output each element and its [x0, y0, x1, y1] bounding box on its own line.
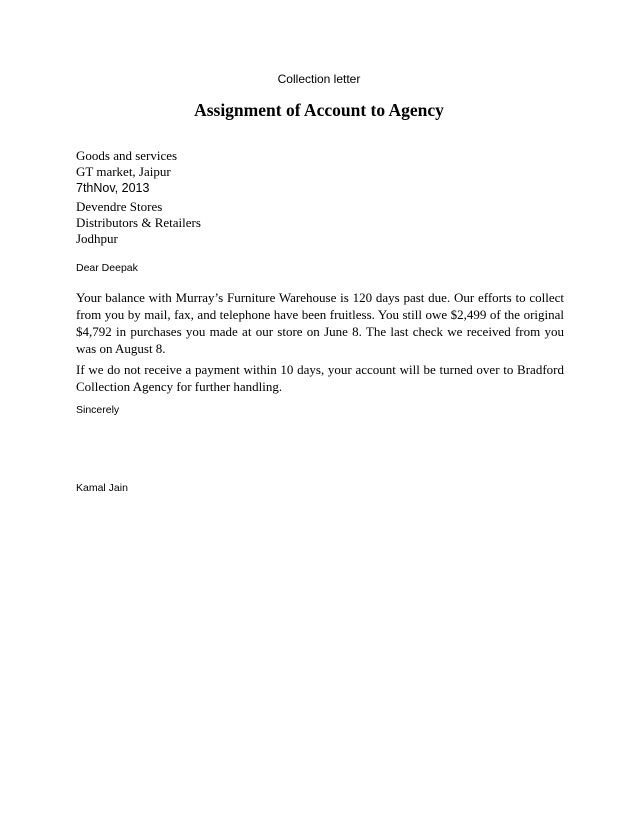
- body-paragraph: Your balance with Murray’s Furniture Warehouse is 120 days past due. Our efforts to collect from you by mail, fax, and telephone have been fruitless. You still owe $2,499 of the original $4,792 in purchases you made at our store on June 8. The last check we received from you was on August 8.: [76, 290, 564, 356]
- sender-name: Goods and services: [76, 148, 178, 163]
- signature-name: Kamal Jain: [76, 482, 128, 494]
- body-paragraph: If we do not receive a payment within 10 days, your account will be turned over to Bradford Collection Agency for further handling.: [76, 362, 564, 394]
- sender-address: [76, 148, 564, 196]
- document-title: Assignment of Account to Agency: [194, 100, 444, 120]
- recipient-address: [76, 199, 564, 247]
- recipient-description: Distributors & Retailers: [76, 215, 201, 230]
- closing: Sincerely: [76, 404, 120, 416]
- letter-date: 7thNov, 2013: [76, 181, 150, 195]
- recipient-city: Jodhpur: [76, 231, 118, 246]
- salutation: Dear Deepak: [76, 262, 138, 274]
- document-label: Collection letter: [277, 72, 361, 86]
- recipient-name: Devendre Stores: [76, 199, 163, 214]
- sender-location: GT market, Jaipur: [76, 164, 171, 179]
